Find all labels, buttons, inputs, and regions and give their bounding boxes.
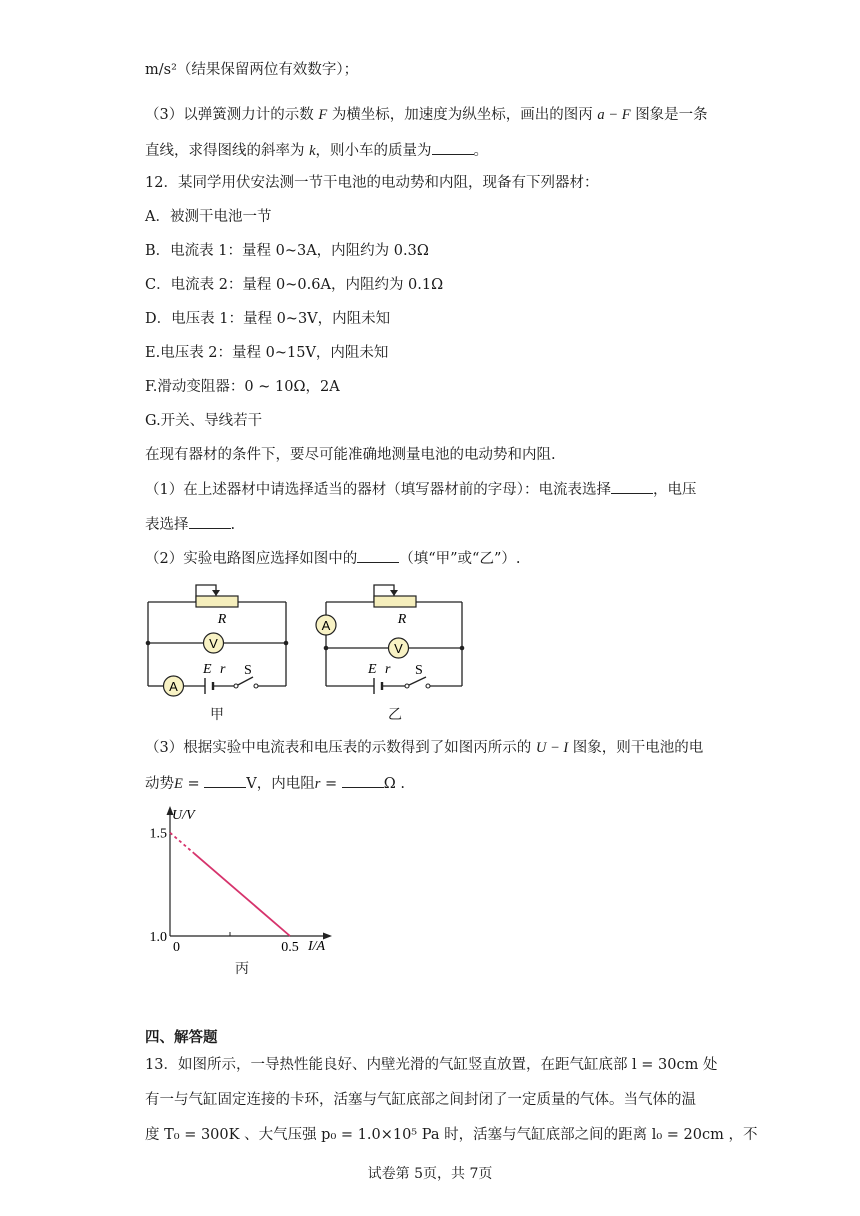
text-seg: 为横坐标，加速度为纵坐标，画出的图丙 bbox=[331, 107, 593, 123]
switch-label: S bbox=[244, 663, 252, 678]
text-seg: 动势 bbox=[145, 776, 174, 792]
var-k: k bbox=[309, 143, 316, 159]
q12-stem: 12．某同学用伏安法测一节干电池的电动势和内阻，现备有下列器材： bbox=[145, 175, 599, 191]
switch-label: S bbox=[415, 663, 423, 678]
var-aF: a − F bbox=[597, 107, 631, 123]
text-seg: = bbox=[320, 776, 342, 792]
option-c: C．电流表 2：量程 0~0.6A，内阻约为 0.1Ω bbox=[145, 277, 444, 293]
part1-line2 bbox=[145, 514, 235, 535]
answer-blank[interactable] bbox=[357, 548, 399, 563]
caption-bing: 丙 bbox=[235, 961, 249, 977]
section-heading: 四、解答题 bbox=[145, 1029, 218, 1046]
q13-line2: 有一与气缸固定连接的卡环，活塞与气缸底部之间封闭了一定质量的气体。当气体的温 bbox=[145, 1092, 696, 1108]
text-seg: . bbox=[230, 517, 236, 533]
circuit-jia bbox=[140, 582, 300, 722]
caption-yi: 乙 bbox=[388, 707, 402, 723]
ammeter-label: A bbox=[321, 618, 331, 633]
text-seg: （3）根据实验中电流表和电压表的示数得到了如图丙所示的 bbox=[145, 740, 532, 756]
resistor-label: R bbox=[217, 612, 227, 627]
y-tick-label: 1.0 bbox=[149, 930, 167, 945]
q13-line1: 13．如图所示，一导热性能良好、内壁光滑的气缸竖直放置，在距气缸底部 l = 30cm 处 bbox=[145, 1057, 718, 1073]
option-a: A．被测干电池一节 bbox=[145, 209, 272, 225]
condition-text: 在现有器材的条件下，要尽可能准确地测量电池的电动势和内阻. bbox=[145, 447, 556, 463]
part3-line1 bbox=[145, 105, 708, 125]
emf-label: E bbox=[203, 662, 212, 677]
text-seg: V，内电阻 bbox=[246, 776, 315, 792]
part3b-line2 bbox=[145, 773, 405, 794]
var-E: E bbox=[174, 776, 183, 792]
var-UI: U − I bbox=[535, 740, 569, 756]
option-g: G.开关、导线若干 bbox=[145, 413, 263, 429]
x-tick-label: 0.5 bbox=[281, 940, 299, 955]
text-seg: （2）实验电路图应选择如图中的 bbox=[145, 551, 358, 567]
x-tick-label: 0 bbox=[173, 940, 180, 955]
note-text: （结果保留两位有效数字）； bbox=[176, 62, 359, 78]
part3b-line1 bbox=[145, 738, 703, 758]
answer-blank[interactable] bbox=[432, 140, 474, 155]
q13-line3: 度 T₀ = 300K 、大气压强 p₀ = 1.0×10⁵ Pa 时，活塞与气缸底部之间的距离 l₀ = 20cm ，不 bbox=[145, 1127, 758, 1143]
extrapolated-line bbox=[170, 833, 194, 854]
text-seg: （3）以弹簧测力计的示数 bbox=[145, 107, 314, 123]
text-seg: （填“甲”或“乙”）. bbox=[399, 551, 521, 567]
part3-line2 bbox=[145, 140, 488, 161]
text-seg: = bbox=[182, 776, 205, 792]
text-seg: 直线，求得图线的斜率为 bbox=[145, 143, 305, 159]
unit-text: m/s² bbox=[145, 62, 177, 78]
text-seg: （1）在上述器材中请选择适当的器材（填写器材前的字母）：电流表选择 bbox=[145, 482, 611, 498]
internal-r-label: r bbox=[385, 662, 391, 677]
answer-blank[interactable] bbox=[189, 514, 231, 529]
voltmeter-label: V bbox=[394, 641, 403, 656]
x-axis-label: I/A bbox=[308, 939, 326, 954]
var-r: r bbox=[314, 776, 321, 792]
answer-blank[interactable] bbox=[342, 773, 384, 788]
y-axis-label: U/V bbox=[172, 808, 195, 823]
option-f: F.滑动变阻器：0 ~ 10Ω，2A bbox=[145, 379, 340, 395]
part1-line1 bbox=[145, 479, 696, 500]
answer-blank[interactable] bbox=[204, 773, 246, 788]
option-e: E.电压表 2：量程 0~15V，内阻未知 bbox=[145, 345, 389, 361]
option-b: B．电流表 1：量程 0~3A，内阻约为 0.3Ω bbox=[145, 243, 429, 259]
option-d: D．电压表 1：量程 0~3V，内阻未知 bbox=[145, 311, 391, 327]
emf-label: E bbox=[368, 662, 377, 677]
resistor-label: R bbox=[397, 612, 407, 627]
text-seg: Ω . bbox=[383, 776, 405, 792]
part2-line bbox=[145, 548, 521, 569]
var-F: F bbox=[318, 107, 328, 123]
answer-blank[interactable] bbox=[611, 479, 653, 494]
text-seg: ，电压 bbox=[652, 482, 697, 498]
page-footer: 试卷第 5页，共 7页 bbox=[367, 1166, 493, 1182]
internal-r-label: r bbox=[220, 662, 226, 677]
y-tick-label: 1.5 bbox=[149, 826, 167, 842]
ammeter-label: A bbox=[169, 679, 178, 694]
text-seg: 图象是一条 bbox=[635, 107, 708, 123]
line-unit bbox=[145, 60, 358, 80]
circuit-yi bbox=[318, 582, 478, 722]
text-seg: 表选择 bbox=[145, 517, 189, 533]
text-seg: 。 bbox=[473, 143, 489, 159]
caption-jia: 甲 bbox=[210, 707, 224, 723]
data-line bbox=[194, 853, 290, 936]
text-seg: ，则小车的质量为 bbox=[315, 143, 432, 159]
voltmeter-label: V bbox=[209, 636, 218, 651]
text-seg: 图象，则干电池的电 bbox=[572, 740, 704, 756]
